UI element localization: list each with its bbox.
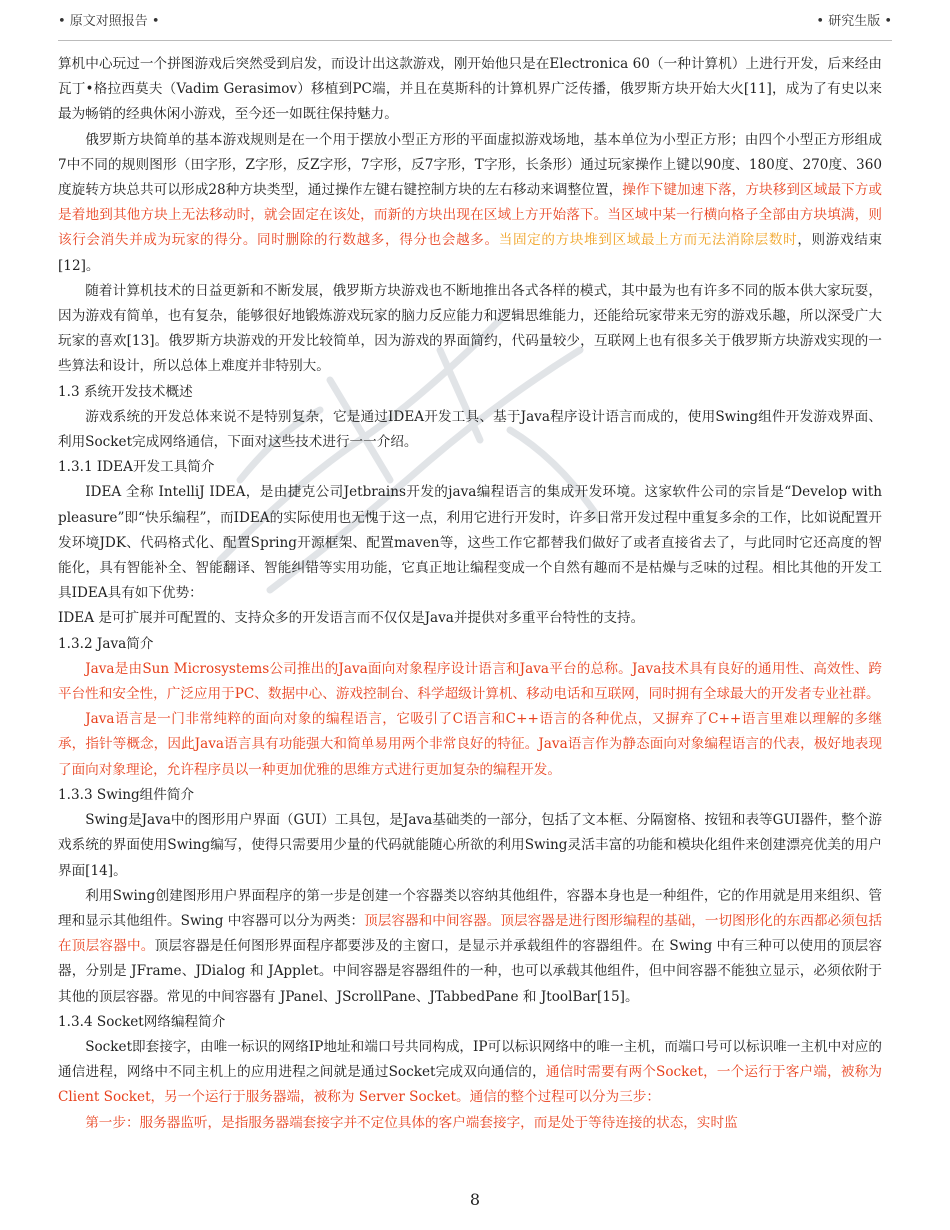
section-heading-1-3-3: 1.3.3 Swing组件简介 [58,786,195,803]
section-heading-1-3-2: 1.3.2 Java简介 [58,635,154,652]
paragraph-socket-step-one: 第一步：服务器监听，是指服务器端套接字并不定位具体的客户端套接字，而是处于等待连接的状态，实时监 [85,1114,738,1131]
rules-text: 俄罗斯方块简单的基本游戏规则是在一个用于摆放小型正方形的平面虚拟游戏场地，基本单位为小型正方形；由四个小型正方形组成7中不同的规则图形（田字形，Z字形，反Z字形，7字形，反7字形，T字形，长条形）通过玩家操作上键以90度、180度、270度、360度旋转方块总共可以形成28种方块类型，通过操作左键右键控制方块的左右移动来调整位置， [58,131,882,199]
paragraph-idea-intro: IDEA 全称 IntelliJ IDEA，是由捷克公司Jetbrains开发的java编程语言的集成开发环境。这家软件公司的宗旨是“Develop with pleasure”即“快乐编程”，而IDEA的实际使用也无愧于这一点，利用它进行开发时，许多日常开发过程中重复多余的工作，比如说配置开发环境JDK、代码格式化、配置Spring开源框架、配置maven等，这些工作它都替我们做好了或者直接省去了，与此同时它还高度的智能化，具有智能补全、智能翻译、智能纠错等实用功能，它真正地让编程变成一个自然有趣而不是枯燥与乏味的过程。相比其他的开发工具IDEA具有如下优势： [58,484,882,602]
paragraph-java-intro: Java是由Sun Microsystems公司推出的Java面向对象程序设计语言和Java平台的总称。Java技术具有良好的通用性、高效性、跨平台性和安全性，广泛应用于PC、数据中心、游戏控制台、科学超级计算机、移动电话和互联网，同时拥有全球最大的开发者专业社群。 [58,660,882,703]
paragraph-swing-containers [58,884,882,1010]
rules-highlight-orange: 当固定的方块堆到区域最上方而无法消除层数时 [498,232,798,249]
paragraph-java-features: Java语言是一门非常纯粹的面向对象的编程语言，它吸引了C语言和C++语言的各种优点，又摒弃了C++语言里难以理解的多继承，指针等概念，因此Java语言具有功能强大和简单易用两个非常良好的特征。Java语言作为静态面向对象编程语言的代表，极好地表现了面向对象理论，允许程序员以一种更加优雅的思维方式进行更加复杂的编程开发。 [58,711,882,778]
paragraph-tetris-history: 算机中心玩过一个拼图游戏后突然受到启发，而设计出这款游戏，刚开始他只是在Electronica 60（一种计算机）上进行开发，后来经由瓦丁•格拉西莫夫（Vadim Gerasimov）移植到PC端，并且在莫斯科的计算机界广泛传播，俄罗斯方块开始大火[11]，成为了有史以来最为畅销的经典休闲小游戏，至今还一如既往保持魅力。 [58,56,882,123]
rules-text-end: ，则游戏结束[12]。 [58,232,883,274]
paragraph-tech-overview: 游戏系统的开发总体来说不是特别复杂，它是通过IDEA开发工具、基于Java程序设计语言而成的，使用Swing组件开发游戏界面、利用Socket完成网络通信，下面对这些技术进行一一介绍。 [58,408,882,451]
section-heading-1-3-4: 1.3.4 Socket网络编程简介 [58,1013,226,1030]
containers-text: 利用Swing创建图形用户界面程序的第一步是创建一个容器类以容纳其他组件，容器本身也是一种组件，它的作用就是用来组织、管理和显示其他组件。Swing 中容器可以分为两类： [58,887,882,929]
document-body [58,52,882,1136]
header-left-label: • 原文对照报告 • [58,14,160,29]
containers-text-end: 顶层容器是任何图形界面程序都要涉及的主窗口，是显示并承载组件的容器组件。在 Swing 中有三种可以使用的顶层容器，分别是 JFrame、JDialog 和 JApplet。中间容器是容器组件的一种，也可以承载其他组件，但中间容器不能独立显示，必须依附于其他的顶层容器。常见的中间容器有 JPanel、JScrollPane、JTabbedPane 和 JtoolBar[15]。 [58,938,882,1005]
paragraph-socket-intro [58,1035,882,1111]
rules-highlight-red: 操作下键加速下落，方块移到区域最下方或是着地到其他方块上无法移动时，就会固定在该处，而新的方块出现在区域上方开始落下。当区域中某一行横向格子全部由方块填满，则该行会消失并成为玩家的得分。同时删除的行数越多，得分也会越多。 [58,182,883,249]
socket-text: Socket即套接字，由唯一标识的网络IP地址和端口号共同构成，IP可以标识网络中的唯一主机，而端口号可以标识唯一主机中对应的通信进程，网络中不同主机上的应用进程之间就是通过Socket完成双向通信的， [58,1038,882,1081]
paragraph-swing-intro: Swing是Java中的图形用户界面（GUI）工具包，是Java基础类的一部分，包括了文本框、分隔窗格、按钮和表等GUI器件，整个游戏系统的界面使用Swing编写，使得只需要用少量的代码就能随心所欲的利用Swing灵活丰富的功能和模块化组件来创建漂亮优美的用户界面[14]。 [58,812,882,879]
header-divider [58,40,892,41]
page-number: 8 [469,1190,481,1209]
header-right-label: • 研究生版 • [816,14,892,29]
paragraph-tetris-rules [58,128,882,279]
section-heading-1-3-1: 1.3.1 IDEA开发工具简介 [58,459,215,476]
page-header [58,10,892,32]
section-heading-1-3: 1.3 系统开发技术概述 [58,383,193,400]
paragraph-idea-advantage: IDEA 是可扩展并可配置的、支持众多的开发语言而不仅仅是Java并提供对多重平台特性的支持。 [58,610,645,627]
socket-highlight-red: 通信时需要有两个Socket，一个运行于客户端，被称为 Client Socket，另一个运行于服务器端，被称为 Server Socket。通信的整个过程可以分为三步： [58,1064,882,1106]
containers-highlight-red: 顶层容器和中间容器。顶层容器是进行图形编程的基础，一切图形化的东西都必须包括在顶层容器中。 [58,912,883,955]
paragraph-tetris-modes: 随着计算机技术的日益更新和不断发展，俄罗斯方块游戏也不断地推出各式各样的模式，其中最为也有许多不同的版本供大家玩耍，因为游戏有简单，也有复杂，能够很好地锻炼游戏玩家的脑力反应能力和逻辑思维能力，还能给玩家带来无穷的游戏乐趣，所以深受广大玩家的喜欢[13]。俄罗斯方块游戏的开发比较简单，因为游戏的界面简约，代码量较少，互联网上也有很多关于俄罗斯方块游戏实现的一些算法和设计，所以总体上难度并非特别大。 [58,282,882,375]
